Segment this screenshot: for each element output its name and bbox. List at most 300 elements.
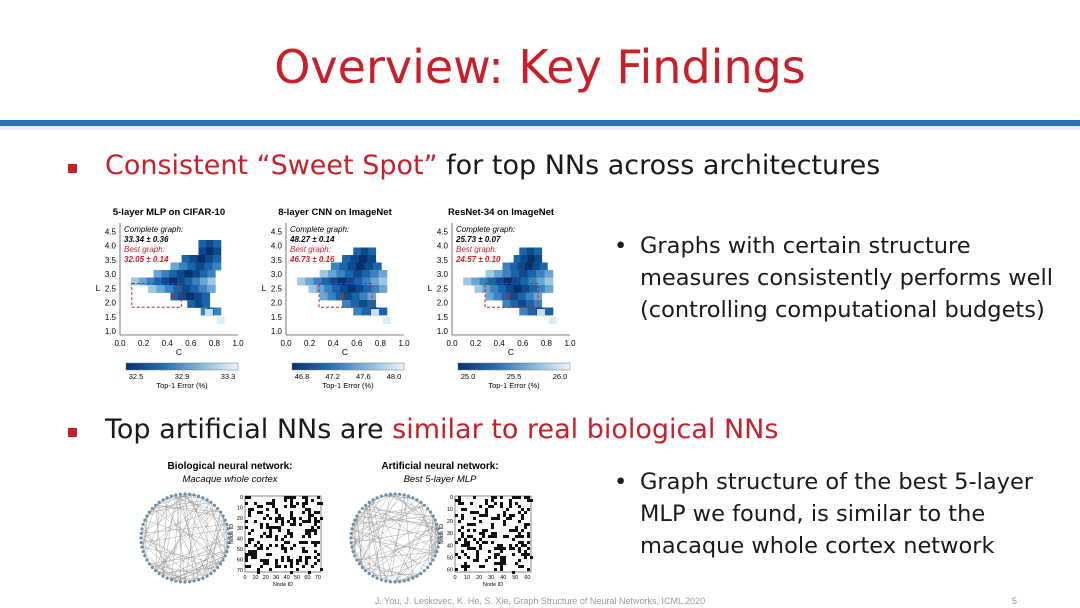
graph-edge — [194, 520, 225, 581]
graph-node — [389, 493, 392, 496]
graph-node — [213, 504, 216, 507]
best-graph-value: 32.05 ± 0.14 — [124, 255, 169, 264]
heatmap-cell — [378, 308, 387, 316]
heatmap-cell — [187, 263, 196, 271]
heatmap-cell — [197, 255, 205, 263]
graph-node — [216, 566, 219, 569]
matrix-cell — [317, 559, 320, 562]
matrix-cell — [296, 568, 299, 571]
matrix-cell — [485, 499, 488, 502]
matrix-y-tick: 40 — [236, 536, 243, 543]
heatmap-cell — [213, 255, 221, 263]
matrix-cell — [290, 559, 293, 562]
complete-graph-value: 33.34 ± 0.36 — [124, 235, 169, 244]
matrix-cell — [284, 541, 287, 544]
matrix-cell — [461, 535, 464, 538]
colorbar-tick-label: 26.0 — [552, 372, 568, 381]
graph-node — [376, 577, 379, 580]
matrix-cell — [266, 514, 269, 517]
heatmap-cell — [187, 300, 195, 308]
matrix-cell — [524, 511, 527, 514]
matrix-cell — [470, 511, 473, 514]
matrix-cell — [473, 517, 476, 520]
matrix-x-tick: 0 — [453, 575, 457, 581]
graph-node — [361, 507, 364, 510]
heatmap-cell — [213, 248, 221, 256]
matrix-cell — [461, 550, 464, 553]
graph-node — [389, 580, 392, 583]
graph-node — [161, 575, 164, 578]
heatmap-cell — [200, 270, 208, 278]
matrix-cell — [464, 562, 467, 565]
graph-node — [219, 511, 222, 514]
bio-network-panel — [139, 492, 323, 586]
complete-graph-label: Complete graph: — [290, 225, 350, 234]
matrix-cell — [248, 496, 251, 499]
matrix-cell — [479, 514, 482, 517]
art-network-subtitle: Best 5-layer MLP — [403, 474, 477, 485]
matrix-cell — [269, 568, 272, 571]
matrix-cell — [497, 514, 500, 517]
matrix-cell — [512, 538, 515, 541]
y-tick-label: 3.0 — [270, 270, 282, 280]
matrix-x-tick: 20 — [476, 575, 483, 581]
graph-node — [380, 578, 383, 581]
heatmap-cell — [529, 285, 537, 293]
matrix-cell — [512, 547, 515, 550]
heatmap-cell — [169, 270, 177, 278]
heatmap-title: 8-layer CNN on ImageNet — [278, 207, 392, 218]
matrix-cell — [314, 517, 317, 520]
colorbar-tick-label: 48.0 — [386, 372, 402, 381]
matrix-cell — [527, 499, 530, 502]
matrix-y-label: Node ID — [229, 523, 235, 545]
matrix-cell — [260, 535, 263, 538]
matrix-cell — [284, 565, 287, 568]
complete-graph-value: 25.73 ± 0.07 — [456, 235, 501, 244]
matrix-cell — [296, 502, 299, 505]
graph-node — [393, 580, 396, 583]
matrix-cell — [296, 559, 299, 562]
y-tick-label: 3.5 — [104, 255, 116, 265]
matrix-cell — [500, 505, 503, 508]
matrix-cell — [278, 565, 281, 568]
matrix-cell — [485, 529, 488, 532]
bullet-2-lead: Top artificial NNs are — [105, 414, 393, 445]
matrix-cell — [275, 511, 278, 514]
x-tick-label: 1.0 — [232, 339, 244, 348]
matrix-cell — [476, 541, 479, 544]
matrix-y-label: Node ID — [439, 523, 445, 545]
graph-node — [393, 492, 396, 495]
matrix-cell — [461, 544, 464, 547]
graph-node — [224, 554, 227, 557]
graph-node — [368, 572, 371, 575]
graph-node — [403, 493, 406, 496]
heatmap-cell — [474, 285, 482, 293]
heatmap-cell — [496, 278, 505, 286]
x-tick-label: 1.0 — [564, 339, 576, 348]
matrix-cell — [248, 514, 251, 517]
graph-node — [350, 541, 353, 544]
colorbar-tick-label: 25.5 — [506, 372, 522, 381]
matrix-cell — [287, 520, 290, 523]
heatmap-cell — [316, 285, 324, 293]
graph-node — [174, 493, 177, 496]
heatmap-cell — [308, 285, 316, 293]
matrix-cell — [317, 511, 320, 514]
graph-node — [415, 575, 418, 578]
matrix-cell — [476, 511, 479, 514]
graph-node — [411, 577, 414, 580]
matrix-cell — [260, 547, 263, 550]
matrix-cell — [308, 556, 311, 559]
matrix-cell — [308, 514, 311, 517]
matrix-y-tick: 60 — [446, 567, 453, 574]
matrix-cell — [254, 550, 257, 553]
graph-node — [148, 511, 151, 514]
colorbar-label: Top-1 Error (%) — [488, 381, 540, 390]
matrix-cell — [467, 556, 470, 559]
matrix-cell — [458, 520, 461, 523]
matrix-cell — [245, 544, 248, 547]
heatmap-cell — [525, 263, 533, 271]
matrix-cell — [263, 559, 266, 562]
graph-node — [364, 569, 367, 572]
matrix-cell — [455, 568, 458, 571]
matrix-cell — [503, 559, 506, 562]
matrix-cell — [260, 544, 263, 547]
heatmap-cell — [359, 300, 368, 308]
matrix-cell — [248, 508, 251, 511]
matrix-cell — [518, 559, 521, 562]
x-tick-label: 0.2 — [304, 339, 316, 348]
y-tick-label: 4.0 — [436, 241, 448, 251]
heatmap-cell — [350, 255, 359, 263]
graph-edge — [159, 567, 218, 573]
heatmap-cell — [379, 285, 387, 293]
matrix-cell — [290, 517, 293, 520]
matrix-cell — [293, 523, 296, 526]
graph-node — [148, 562, 151, 565]
heatmap-cell — [178, 293, 186, 301]
heatmap-cell — [170, 263, 179, 271]
x-tick-label: 0.4 — [327, 339, 339, 348]
matrix-cell — [473, 523, 476, 526]
matrix-cell — [527, 535, 530, 538]
heatmap-cell — [217, 317, 225, 324]
heatmap-cell — [330, 278, 339, 286]
matrix-cell — [494, 553, 497, 556]
matrix-cell — [518, 520, 521, 523]
matrix-cell — [269, 502, 272, 505]
graph-node — [142, 523, 145, 526]
x-tick-label: 0.6 — [517, 339, 529, 348]
matrix-cell — [311, 541, 314, 544]
graph-node — [384, 579, 387, 582]
matrix-cell — [503, 514, 506, 517]
matrix-cell — [299, 517, 302, 520]
matrix-cell — [476, 556, 479, 559]
matrix-cell — [290, 511, 293, 514]
heatmap-cell — [378, 270, 387, 278]
matrix-cell — [251, 553, 254, 556]
matrix-cell — [467, 523, 470, 526]
heatmap-cell — [486, 270, 495, 278]
graph-node — [355, 514, 358, 517]
graph-node — [205, 575, 208, 578]
matrix-cell — [461, 514, 464, 517]
matrix-cell — [515, 544, 518, 547]
graph-node — [225, 550, 228, 553]
matrix-cell — [266, 523, 269, 526]
matrix-cell — [284, 496, 287, 499]
heatmap-cell — [544, 270, 553, 278]
heatmap-cell — [480, 278, 489, 286]
heatmap-cell — [494, 293, 502, 301]
matrix-cell — [251, 556, 254, 559]
matrix-cell — [473, 559, 476, 562]
matrix-cell — [278, 514, 281, 517]
graph-node — [371, 498, 374, 501]
heatmap-cell — [361, 248, 369, 256]
matrix-cell — [500, 562, 503, 565]
matrix-x-tick: 40 — [500, 575, 507, 581]
matrix-cell — [515, 526, 518, 529]
matrix-cell — [305, 541, 308, 544]
graph-edge — [180, 494, 198, 580]
heatmap-cell — [305, 278, 314, 286]
heatmap-cell — [532, 263, 540, 271]
matrix-cell — [314, 529, 317, 532]
heatmap-cell — [198, 240, 206, 248]
matrix-cell — [491, 517, 494, 520]
heatmap-cell — [494, 270, 503, 278]
matrix-cell — [521, 541, 524, 544]
heatmap-cell — [207, 285, 216, 293]
matrix-cell — [275, 520, 278, 523]
matrix-cell — [524, 556, 527, 559]
graph-node — [188, 580, 191, 583]
matrix-cell — [299, 541, 302, 544]
matrix-cell — [518, 496, 521, 499]
matrix-cell — [254, 520, 257, 523]
y-tick-label: 4.0 — [270, 241, 282, 251]
matrix-cell — [518, 550, 521, 553]
matrix-cell — [287, 529, 290, 532]
matrix-cell — [272, 502, 275, 505]
heatmap-cell — [320, 270, 329, 278]
matrix-cell — [458, 529, 461, 532]
graph-edge — [362, 529, 438, 568]
heatmap-cell — [190, 285, 199, 293]
heatmap-cell — [139, 278, 147, 286]
matrix-y-tick: 40 — [446, 543, 453, 550]
best-graph-value: 24.57 ± 0.10 — [456, 255, 501, 264]
heatmap-cell — [194, 293, 202, 301]
matrix-cell — [500, 547, 503, 550]
matrix-cell — [308, 571, 311, 574]
matrix-cell — [281, 559, 284, 562]
matrix-cell — [266, 535, 269, 538]
matrix-cell — [464, 544, 467, 547]
matrix-cell — [248, 511, 251, 514]
matrix-cell — [503, 535, 506, 538]
bullet-1-note-text: Graphs with certain structure measures consistently performs well (controlling computational budgets) — [640, 233, 1054, 323]
matrix-cell — [491, 499, 494, 502]
heatmap-cell — [205, 255, 213, 263]
heatmap-cell — [320, 293, 328, 301]
matrix-cell — [494, 532, 497, 535]
bio-network-subtitle: Macaque whole cortex — [182, 474, 278, 485]
matrix-cell — [458, 538, 461, 541]
graph-node — [432, 558, 435, 561]
page-number: 5 — [1012, 596, 1018, 606]
heatmap-cell — [488, 278, 497, 286]
matrix-x-tick: 30 — [273, 575, 280, 581]
heatmap-cell — [510, 263, 518, 271]
heatmap-cell — [471, 278, 480, 286]
heatmap-cell — [502, 263, 510, 271]
matrix-cell — [296, 562, 299, 565]
colorbar — [458, 363, 570, 370]
matrix-cell — [479, 544, 482, 547]
colorbar-tick-label: 47.6 — [356, 372, 371, 381]
heatmap-cell — [518, 293, 526, 301]
matrix-y-tick: 30 — [236, 526, 243, 533]
bullet-1-highlight: Consistent “Sweet Spot” — [105, 150, 438, 181]
heatmap-cell — [154, 270, 162, 278]
matrix-cell — [512, 553, 515, 556]
matrix-cell — [503, 556, 506, 559]
graph-edge — [357, 552, 437, 560]
x-tick-label: 0.8 — [208, 339, 220, 348]
matrix-cell — [494, 556, 497, 559]
art-network-panel — [349, 492, 533, 586]
matrix-cell — [509, 499, 512, 502]
heatmap-cell — [148, 285, 157, 293]
heatmap-cell — [192, 278, 200, 286]
matrix-cell — [305, 499, 308, 502]
matrix-cell — [266, 508, 269, 511]
matrix-cell — [494, 517, 497, 520]
matrix-cell — [269, 553, 272, 556]
x-tick-label: 0.0 — [280, 339, 292, 348]
matrix-cell — [494, 547, 497, 550]
matrix-cell — [527, 532, 530, 535]
matrix-cell — [314, 511, 317, 514]
best-graph-label: Best graph: — [456, 245, 497, 254]
heatmap-cell — [504, 278, 513, 286]
matrix-cell — [509, 514, 512, 517]
colorbar-tick-label: 32.5 — [128, 372, 144, 381]
heatmap-cell — [359, 255, 368, 263]
heatmap-cell — [202, 293, 210, 301]
matrix-cell — [476, 559, 479, 562]
matrix-cell — [458, 499, 461, 502]
y-tick-label: 4.5 — [436, 227, 448, 237]
matrix-cell — [248, 565, 251, 568]
x-tick-label: 0.6 — [351, 339, 363, 348]
heatmap-cell — [482, 285, 490, 293]
matrix-cell — [308, 517, 311, 520]
graph-node — [216, 507, 219, 510]
graph-node — [209, 501, 212, 504]
matrix-cell — [473, 496, 476, 499]
matrix-y-tick: 20 — [236, 515, 243, 522]
matrix-cell — [461, 508, 464, 511]
y-tick-label: 3.0 — [104, 270, 116, 280]
matrix-cell — [464, 568, 467, 571]
graph-node — [166, 496, 169, 499]
matrix-cell — [275, 508, 278, 511]
matrix-cell — [305, 532, 308, 535]
graph-edge — [156, 502, 160, 570]
matrix-cell — [470, 523, 473, 526]
graph-node — [432, 514, 435, 517]
matrix-cell — [500, 550, 503, 553]
matrix-cell — [281, 538, 284, 541]
colorbar-label: Top-1 Error (%) — [322, 381, 374, 390]
matrix-y-tick: 70 — [236, 567, 243, 574]
best-graph-marker: × — [506, 291, 512, 302]
graph-node — [183, 580, 186, 583]
matrix-y-tick: 30 — [446, 531, 453, 538]
matrix-cell — [275, 526, 278, 529]
heatmap-cell — [510, 300, 518, 308]
graph-node — [355, 558, 358, 561]
graph-node — [434, 554, 437, 557]
matrix-cell — [509, 547, 512, 550]
matrix-cell — [494, 496, 497, 499]
graph-node — [429, 562, 432, 565]
matrix-cell — [251, 508, 254, 511]
heatmap-cell — [528, 308, 537, 316]
matrix-cell — [509, 517, 512, 520]
matrix-cell — [302, 496, 305, 499]
matrix-cell — [497, 562, 500, 565]
graph-node — [183, 492, 186, 495]
graph-node — [429, 511, 432, 514]
matrix-cell — [524, 550, 527, 553]
matrix-cell — [308, 520, 311, 523]
heatmap-cell — [354, 278, 363, 286]
matrix-cell — [245, 502, 248, 505]
heatmap-cell — [463, 278, 472, 286]
matrix-cell — [521, 508, 524, 511]
heatmap-cell — [146, 278, 154, 286]
heatmap-cell — [526, 300, 534, 308]
graph-node — [350, 546, 353, 549]
matrix-x-tick: 60 — [524, 575, 531, 581]
heatmap-cell — [353, 270, 362, 278]
matrix-cell — [527, 496, 530, 499]
matrix-cell — [305, 496, 308, 499]
best-graph-marker: × — [340, 291, 346, 302]
bullet-1-text — [105, 150, 880, 181]
graph-node — [219, 562, 222, 565]
matrix-cell — [257, 541, 260, 544]
x-tick-label: 0.4 — [161, 339, 173, 348]
complete-graph-value: 48.27 ± 0.14 — [290, 235, 335, 244]
matrix-cell — [473, 511, 476, 514]
colorbar-tick-label: 32.9 — [174, 372, 190, 381]
matrix-cell — [494, 502, 497, 505]
matrix-cell — [305, 559, 308, 562]
graph-node — [398, 493, 401, 496]
matrix-cell — [266, 547, 269, 550]
heatmap-cell — [364, 263, 373, 271]
